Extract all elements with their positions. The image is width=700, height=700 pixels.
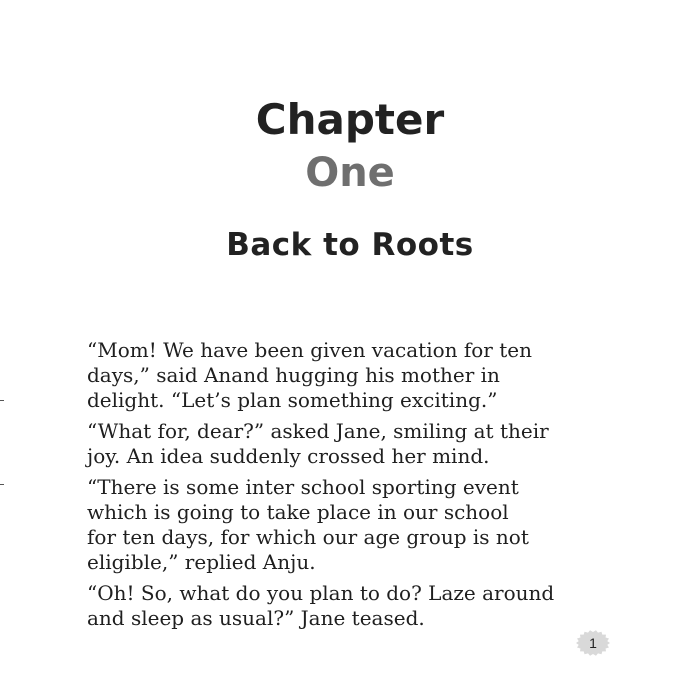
text-line: and sleep as usual?” Jane teased. [87,606,425,630]
paragraph [87,419,607,469]
page-edge-mark [0,484,4,485]
paragraph [87,338,607,413]
chapter-label: Chapter [255,95,445,144]
text-line: “Oh! So, what do you plan to do? Laze around [87,581,555,605]
paragraph [87,581,607,631]
text-line: “There is some inter school sporting event [87,475,519,499]
text-line: days,” said Anand hugging his mother in [87,363,500,387]
page-edge-mark [0,400,4,401]
text-line: for ten days, for which our age group is not [87,525,529,549]
chapter-body [87,338,607,637]
text-line: delight. “Let’s plan something exciting.” [87,388,498,412]
page-number: 1 [589,635,597,651]
paragraph [87,475,607,575]
text-line: “Mom! We have been given vacation for ten [87,338,532,362]
text-line: “What for, dear?” asked Jane, smiling at their [87,419,549,443]
text-line: which is going to take place in our school [87,500,509,524]
chapter-title: Back to Roots [226,227,474,263]
text-line: eligible,” replied Anju. [87,550,316,574]
chapter-number: One [305,150,395,196]
page-number-badge [573,628,613,658]
text-line: joy. An idea suddenly crossed her mind. [87,444,490,468]
